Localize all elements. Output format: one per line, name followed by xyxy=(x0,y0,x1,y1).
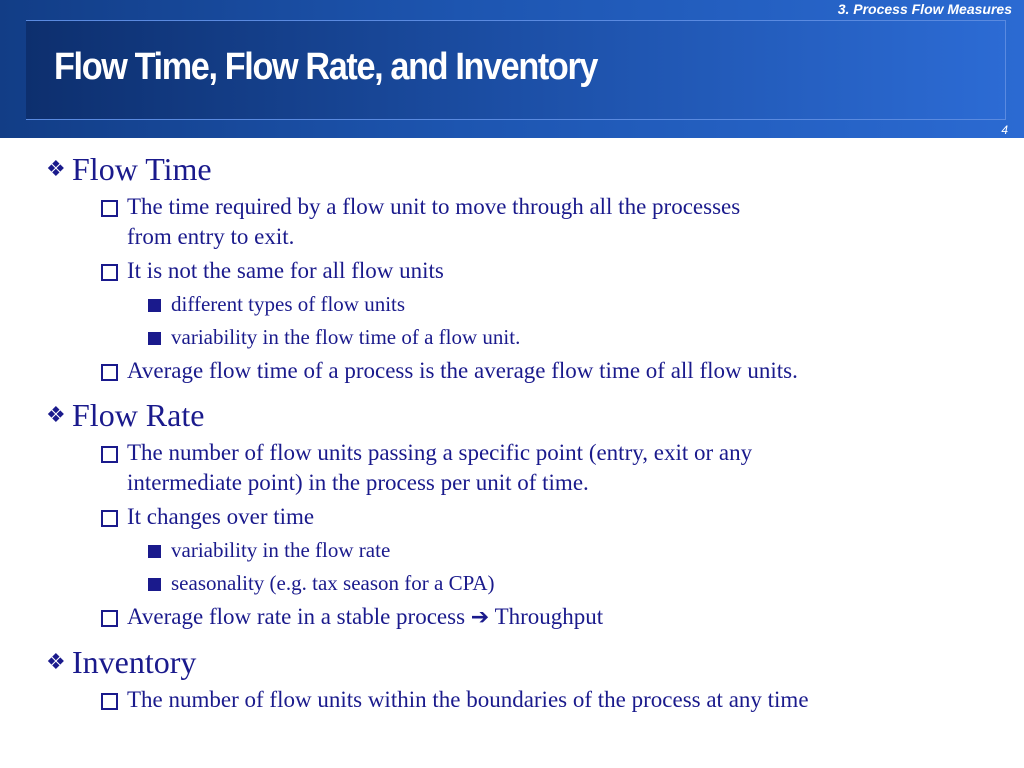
list-item xyxy=(0,192,1024,252)
page-number: 4 xyxy=(1001,123,1008,137)
diamond-bullet-icon: ❖ xyxy=(46,649,66,674)
sub-item-text: variability in the flow rate xyxy=(171,538,391,562)
square-bullet-icon xyxy=(101,693,118,710)
item-text-line2: from entry to exit. xyxy=(127,224,295,249)
list-item xyxy=(0,685,1024,715)
sub-list-item xyxy=(0,568,1024,598)
item-text-before: Average flow rate in a stable process xyxy=(127,604,466,629)
heading-text: Inventory xyxy=(72,644,197,680)
item-text-line1: The time required by a flow unit to move through all the processes xyxy=(127,194,741,219)
list-item xyxy=(0,256,1024,286)
slide-title: Flow Time, Flow Rate, and Inventory xyxy=(54,46,598,88)
list-item xyxy=(0,438,1024,498)
filled-square-bullet-icon xyxy=(148,299,161,312)
heading-flow-rate xyxy=(0,396,1024,434)
item-text: The number of flow units within the boundaries of the process at any time xyxy=(127,687,809,712)
heading-text: Flow Rate xyxy=(72,397,205,433)
filled-square-bullet-icon xyxy=(148,332,161,345)
filled-square-bullet-icon xyxy=(148,578,161,591)
item-text: It changes over time xyxy=(127,504,315,529)
arrow-right-icon: ➔ xyxy=(470,605,490,630)
sub-list-item xyxy=(0,322,1024,352)
square-bullet-icon xyxy=(101,364,118,381)
item-text-after: Throughput xyxy=(494,604,604,629)
sub-list-item xyxy=(0,289,1024,319)
sub-item-text: variability in the flow time of a flow unit. xyxy=(171,325,521,349)
item-text: Average flow time of a process is the average flow time of all flow units. xyxy=(127,358,798,383)
list-item xyxy=(0,502,1024,532)
square-bullet-icon xyxy=(101,264,118,281)
item-text: It is not the same for all flow units xyxy=(127,258,444,283)
diamond-bullet-icon: ❖ xyxy=(46,156,66,181)
heading-flow-time xyxy=(0,150,1024,188)
header-bar xyxy=(0,0,1024,138)
slide-content xyxy=(0,140,1024,715)
sub-item-text: different types of flow units xyxy=(171,292,406,316)
list-item xyxy=(0,602,1024,633)
filled-square-bullet-icon xyxy=(148,545,161,558)
section-label: 3. Process Flow Measures xyxy=(837,1,1012,17)
sub-item-text: seasonality (e.g. tax season for a CPA) xyxy=(171,571,495,595)
square-bullet-icon xyxy=(101,510,118,527)
heading-text: Flow Time xyxy=(72,151,212,187)
item-text-line1: The number of flow units passing a specific point (entry, exit or any xyxy=(127,440,753,465)
square-bullet-icon xyxy=(101,610,118,627)
diamond-bullet-icon: ❖ xyxy=(46,402,66,427)
heading-inventory xyxy=(0,643,1024,681)
list-item xyxy=(0,356,1024,386)
sub-list-item xyxy=(0,535,1024,565)
square-bullet-icon xyxy=(101,200,118,217)
item-text-line2: intermediate point) in the process per unit of time. xyxy=(127,470,589,495)
square-bullet-icon xyxy=(101,446,118,463)
